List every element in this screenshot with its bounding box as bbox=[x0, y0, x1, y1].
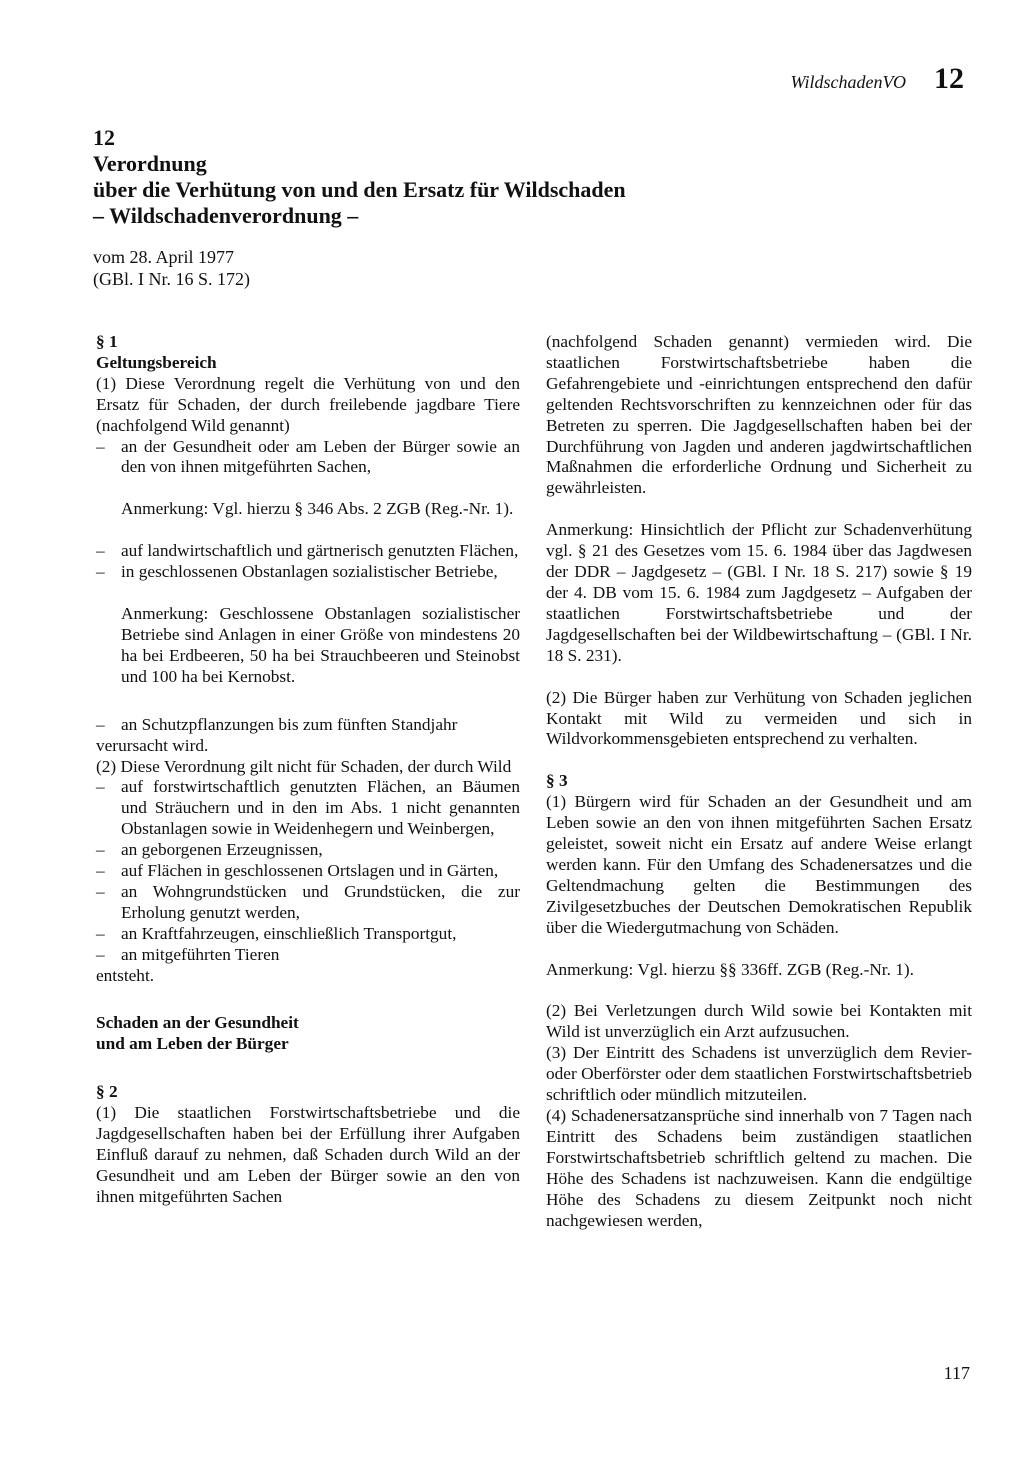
list-item: – an Schutzpflanzungen bis zum fünften Standjahr bbox=[96, 714, 458, 734]
title-number: 12 bbox=[93, 125, 115, 150]
title-line-1: Verordnung bbox=[93, 151, 207, 176]
section-3-paragraph-4: (4) Schadenersatzansprüche sind innerhalb von 7 Tagen nach Eintritt des Schadens beim zuständigen staatlichen Forstwirtschaftsbetrieb schriftlich geltend zu machen. Die Höhe des Schadens ist nachzuweisen. Kann die endgültige Höhe des Schadens zu diesem Zeitpunkt noch nicht nachgewiesen werden, bbox=[546, 1106, 972, 1230]
section-2-number: § 2 bbox=[96, 1082, 118, 1102]
running-head-number: 12 bbox=[934, 62, 964, 95]
section-1-title: Geltungsbereich bbox=[96, 352, 217, 372]
section-2-paragraph-2: (2) Die Bürger haben zur Verhütung von Schaden jeglichen Kontakt mit Wild zu vermeiden und sich in Wildvorkommensgebieten entsprechend zu verhalten. bbox=[546, 687, 972, 749]
list-item: – an geborgenen Erzeugnissen, bbox=[96, 840, 323, 860]
section-1-number: § 1 bbox=[96, 332, 118, 351]
note-3: Anmerkung: Hinsichtlich der Pflicht zur Schadenverhütung vgl. § 21 des Gesetzes vom 15. 6. 1984 über das Jagdwesen der DDR – Jagdgesetz – (GBl. I Nr. 18 S. 217) sowie § 19 der 4. DB vom 15. 6. 1984 zum Jagdgesetz – Aufgaben der staatlichen Forstwirtschaftsbetriebe und der Jagdgesellschaften bei der Wildbewirtschaftung – (GBl. I Nr. 18 S. 231). bbox=[546, 520, 972, 665]
list-item: – auf landwirtschaftlich und gärtnerisch genutzten Flächen, bbox=[96, 541, 519, 561]
section-3-paragraph-3: (3) Der Eintritt des Schadens ist unverzüglich dem Revier- oder Oberförster oder dem staatlichen Forstwirtschaftsbetrieb schriftlich oder mündlich mitzuteilen. bbox=[546, 1043, 972, 1105]
left-column bbox=[96, 332, 520, 1208]
title-line-2: über die Verhütung von und den Ersatz für Wildschaden bbox=[93, 177, 626, 202]
list-item: – auf forstwirtschaftlich genutzten Flächen, an Bäumen und Sträuchern und in den im Abs. 1 nicht genannten Obstanlagen sowie in Weidenhegern und Weinbergen, bbox=[96, 777, 520, 839]
running-head-title: WildschadenVO bbox=[790, 72, 906, 92]
section-3-paragraph-1: (1) Bürgern wird für Schaden an der Gesundheit und am Leben sowie an den von ihnen mitgeführten Sachen Ersatz geleistet, soweit nicht ein Ersatz auf andere Weise erlangt werden kann. Für den Umfang des Schadenersatzes und die Geltendmachung gelten die Bestimmungen des Zivilgesetzbuches der Deutschen Demokratischen Republik über die Wiedergutmachung von Schäden. bbox=[546, 792, 972, 937]
list-item: – an Wohngrundstücken und Grundstücken, die zur Erholung genutzt werden, bbox=[96, 881, 520, 922]
running-head bbox=[791, 62, 964, 96]
publication-info bbox=[93, 246, 250, 290]
list-item: – an Kraftfahrzeugen, einschließlich Transportgut, bbox=[96, 923, 457, 943]
section-1-paragraph-1: (1) Diese Verordnung regelt die Verhütung von und den Ersatz für Schaden, der durch freilebende jagdbare Tiere (nachfolgend Wild genannt) bbox=[96, 373, 520, 435]
section-2-paragraph-1: (1) Die staatlichen Forstwirtschaftsbetriebe und die Jagdgesellschaften haben bei der Erfüllung ihrer Aufgaben Einfluß darauf zu nehmen, daß Schaden durch Wild an der Gesundheit und am Leben der Bürger sowie an den von ihnen mitgeführten Sachen bbox=[96, 1103, 520, 1206]
section-2-continuation: (nachfolgend Schaden genannt) vermieden wird. Die staatlichen Forstwirtschaftsbetriebe haben die Gefahrengebiete und -einrichtungen entsprechend den dafür geltenden Rechtsvorschriften zu kennzeichnen oder für das Betreten zu sperren. Die Jagdgesellschaften haben bei der Durchführung von Jagden und anderen jagdwirtschaftlichen Maßnahmen die erforderliche Ordnung und Sicherheit zu gewährleisten. bbox=[546, 332, 972, 498]
list-item: – an mitgeführten Tieren bbox=[96, 944, 280, 964]
section-3-number: § 3 bbox=[546, 771, 568, 791]
list-item: – an der Gesundheit oder am Leben der Bürger sowie an den von ihnen mitgeführten Sachen, bbox=[96, 436, 520, 477]
page-number: 117 bbox=[943, 1363, 970, 1383]
section-3-paragraph-2: (2) Bei Verletzungen durch Wild sowie bei Kontakten mit Wild ist unverzüglich ein Arzt aufzusuchen. bbox=[546, 1001, 972, 1042]
list-continuation: verursacht wird. bbox=[96, 735, 209, 755]
note-1: Anmerkung: Vgl. hierzu § 346 Abs. 2 ZGB (Reg.-Nr. 1). bbox=[121, 499, 514, 519]
right-column bbox=[546, 332, 972, 1231]
document-title bbox=[93, 124, 733, 229]
list-end: entsteht. bbox=[96, 965, 155, 985]
publication-date: vom 28. April 1977 bbox=[93, 247, 235, 267]
section-heading-line-1: Schaden an der Gesundheit bbox=[96, 1013, 299, 1033]
section-heading-line-2: und am Leben der Bürger bbox=[96, 1034, 289, 1054]
section-1-paragraph-2: (2) Diese Verordnung gilt nicht für Schaden, der durch Wild bbox=[96, 756, 512, 776]
list-item: – auf Flächen in geschlossenen Ortslagen und in Gärten, bbox=[96, 861, 499, 881]
list-item: – in geschlossenen Obstanlagen sozialistischer Betriebe, bbox=[96, 562, 498, 582]
title-line-3: – Wildschadenverordnung – bbox=[93, 203, 359, 228]
note-4: Anmerkung: Vgl. hierzu §§ 336ff. ZGB (Reg.-Nr. 1). bbox=[546, 959, 914, 979]
publication-reference: (GBl. I Nr. 16 S. 172) bbox=[93, 269, 250, 289]
note-2: Anmerkung: Geschlossene Obstanlagen sozialistischer Betriebe sind Anlagen in einer Größe von mindestens 20 ha bei Erdbeeren, 50 ha bei Strauchbeeren und Steinobst und 100 ha bei Kernobst. bbox=[121, 604, 520, 686]
